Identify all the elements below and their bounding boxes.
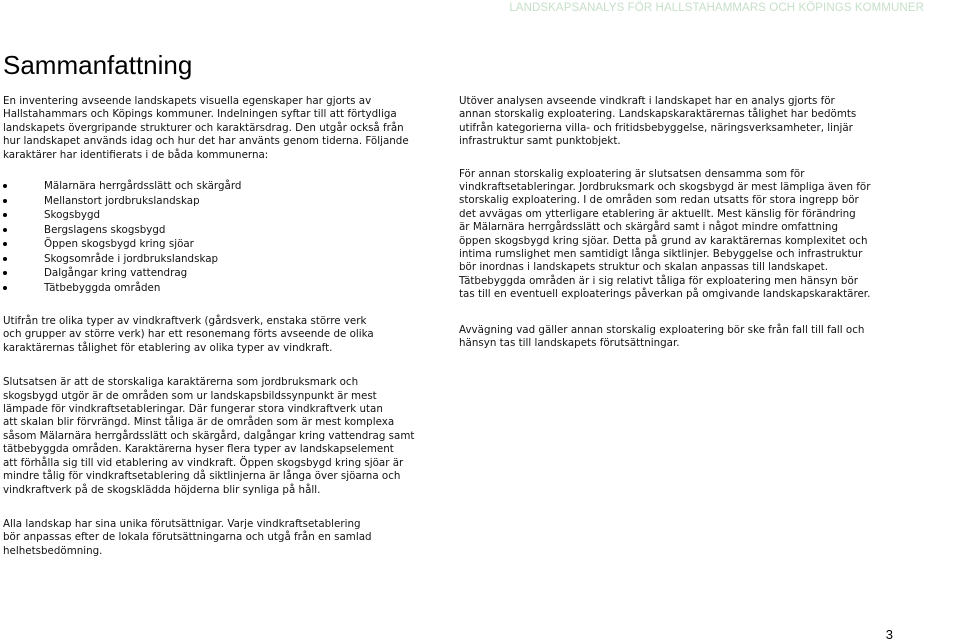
bullet-icon	[3, 271, 7, 275]
list-item-label: Mälarnära herrgårdsslätt och skärgård	[44, 180, 242, 193]
list-item	[3, 252, 443, 267]
list-item	[3, 179, 443, 194]
list-item	[3, 223, 443, 238]
list-item-label: Dalgångar kring vattendrag	[44, 267, 188, 280]
list-item-label: Bergslagens skogsbygd	[44, 223, 166, 236]
other-exploitation-paragraph: Utöver analysen avseende vindkraft i landskapet har en analys gjorts för annan storskalig exploatering. Landskapskaraktärernas tålighet har bedömts utifrån kategorierna villa- och fritidsbebyggelse, näringsverksamheter, linjär infrastruktur samt punktobjekt.	[459, 95, 857, 148]
list-item	[3, 266, 443, 281]
left-column	[3, 95, 443, 558]
list-item	[3, 208, 443, 223]
bullet-icon	[3, 242, 7, 246]
character-list	[3, 179, 443, 295]
list-item-label: Skogsbygd	[44, 209, 101, 222]
list-item-label: Skogsområde i jordbrukslandskap	[44, 252, 219, 265]
conclusion-paragraph: Slutsatsen är att de storskaliga karaktärerna som jordbruksmark och skogsbygd utgör är de områden som ur landskapsbildssynpunkt är mest lämpade för vindkraftsetableringar. Där fungerar stora vindkraftverk utan att skalan blir förvrängd. Minst tåliga är de områden som är mest komplexa såsom Mälarnära herrgårdsslätt och skärgård, dalgångar kring vattendrag samt tätbebyggda områden. Karaktärerna hyser flera typer av landskapselement att förhålla sig till vid etablering av vindkraft. Öppen skogsbygd kring sjöar är mindre tålig för vindkraftsetablering då siktlinjerna är långa över sjöarna och vindkraftverk på de skogsklädda höjderna blir synliga på håll.	[3, 376, 415, 496]
intro-paragraph: En inventering avseende landskapets visuella egenskaper har gjorts av Hallstahammars och Köpings kommuner. Indelningen syftar till att förtydliga landskapets övergripande strukturer och karaktärsdrag. Den utgår också från hur landskapet används idag och hur det har använts genom tiderna. Följande karaktärer har identifierats i de båda kommunerna:	[3, 95, 409, 161]
bullet-icon	[3, 228, 7, 232]
list-item	[3, 194, 443, 209]
list-item	[3, 237, 443, 252]
bullet-icon	[3, 213, 7, 217]
page-number: 3	[885, 627, 893, 642]
case-by-case-paragraph: Avvägning vad gäller annan storskalig exploatering bör ske från fall till fall och hänsyn tas till landskapets förutsättningar.	[459, 323, 865, 350]
list-item-label: Mellanstort jordbrukslandskap	[44, 194, 200, 207]
bullet-icon	[3, 199, 7, 203]
wind-types-paragraph: Utifrån tre olika typer av vindkraftverk (gårdsverk, enstaka större verk och grupper av större verk) har ett resonemang förts avseende de olika karaktärernas tålighet för etablering av olika typer av vindkraft.	[3, 315, 374, 354]
bullet-icon	[3, 286, 7, 290]
bullet-icon	[3, 257, 7, 261]
exploitation-conclusion-paragraph: För annan storskalig exploatering är slutsatsen densamma som för vindkraftsetableringar. Jordbruksmark och skogsbygd är mest lämpliga även för storskalig exploatering. I de områden som redan utsatts för stora ingrepp bör det avvägas om ytterligare etablering är aktuellt. Mest känslig för förändring är Mälarnära herrgårdsslätt och skärgård samt i något mindre omfattning öppen skogsbygd kring sjöar. Detta på grund av karaktärernas komplexitet och intima rumslighet men samtidigt långa siktlinjer. Bebyggelse och infrastruktur bör inordnas i landskapets struktur och skalan anpassas till landskapet. Tätbebyggda områden är i sig relativt tåliga för exploatering men hänsyn bör tas till en eventuell exploaterings påverkan på omgivande landskapskaraktärer.	[459, 167, 871, 301]
running-header: LANDSKAPSANALYS FÖR HALLSTAHAMMARS OCH KÖPINGS KOMMUNER	[509, 2, 924, 14]
list-item	[3, 281, 443, 296]
list-item-label: Tätbebyggda områden	[44, 281, 161, 294]
list-item-label: Öppen skogsbygd kring sjöar	[44, 238, 194, 251]
unique-landscape-paragraph: Alla landskap har sina unika förutsättnigar. Varje vindkraftsetablering bör anpassas efter de lokala förutsättningarna och utgå från en samlad helhetsbedömning.	[3, 517, 372, 557]
page-title: Sammanfattning	[3, 50, 193, 80]
right-column	[459, 95, 899, 351]
bullet-icon	[3, 184, 7, 188]
